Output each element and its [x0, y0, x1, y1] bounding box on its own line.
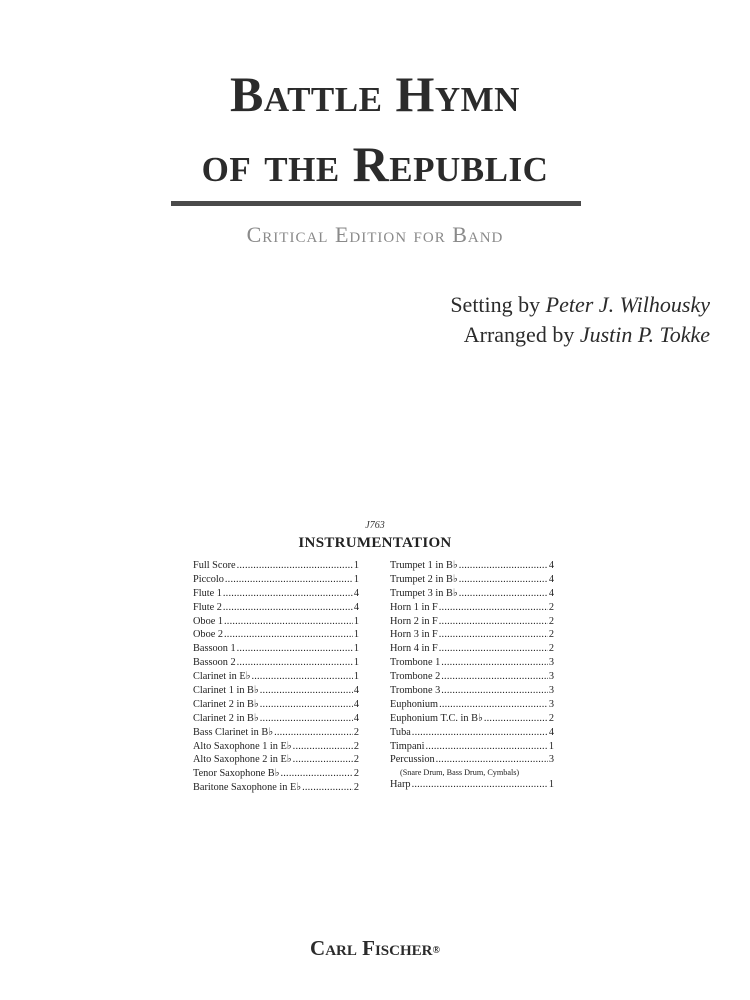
instrument-row: [390, 740, 554, 754]
dot-leader: [441, 684, 548, 698]
instrumentation-list-left: [193, 559, 359, 795]
part-count: 3: [548, 671, 554, 683]
dot-leader: [302, 781, 353, 795]
dot-leader: [436, 753, 548, 767]
instrument-name: Percussion: [390, 754, 435, 766]
instrument-row: [193, 753, 359, 767]
instrument-name: Tuba: [390, 726, 411, 738]
instrument-row: [390, 628, 554, 642]
instrument-name: Trumpet 3 in B♭: [390, 587, 458, 599]
part-count: 2: [353, 740, 359, 752]
part-count: 1: [353, 671, 359, 683]
dot-leader: [459, 587, 548, 601]
part-count: 3: [548, 698, 554, 710]
instrument-row: [390, 573, 554, 587]
instrument-row: [390, 684, 554, 698]
part-count: 2: [548, 643, 554, 655]
dot-leader: [274, 726, 353, 740]
instrument-name: Timpani: [390, 740, 425, 752]
instrument-name: Alto Saxophone 1 in E♭: [193, 740, 292, 752]
part-count: 1: [353, 560, 359, 571]
dot-leader: [412, 726, 548, 740]
part-count: 4: [353, 712, 359, 724]
instrument-row: [390, 753, 554, 767]
arranged-credit: [450, 320, 710, 350]
part-count: 4: [353, 685, 359, 697]
instrument-row: [390, 656, 554, 670]
instrument-row: [193, 573, 359, 587]
part-count: 3: [548, 754, 554, 766]
instrument-name: Bassoon 1: [193, 643, 236, 655]
dot-leader: [237, 642, 353, 656]
instrument-row: [193, 559, 359, 573]
setting-credit: [450, 290, 710, 320]
dot-leader: [260, 698, 353, 712]
dot-leader: [459, 573, 548, 587]
dot-leader: [225, 573, 353, 587]
title-line-1: Battle Hymn: [230, 66, 520, 122]
instrument-row: [193, 740, 359, 754]
instrument-row: [193, 712, 359, 726]
part-count: 2: [353, 782, 359, 794]
part-count: 3: [548, 685, 554, 697]
instrument-name: Clarinet 2 in B♭: [193, 698, 259, 710]
instrument-name: Trumpet 2 in B♭: [390, 573, 458, 585]
percussion-note: (Snare Drum, Bass Drum, Cymbals): [400, 768, 520, 778]
part-count: 4: [548, 726, 554, 738]
instrument-row: [390, 587, 554, 601]
registered-mark: ®: [432, 945, 440, 956]
part-count: 1: [353, 629, 359, 641]
part-count: 2: [353, 768, 359, 780]
part-count: 4: [548, 573, 554, 585]
instrument-name: Oboe 2: [193, 629, 224, 641]
instrument-name: Clarinet 2 in B♭: [193, 712, 259, 724]
part-count: 1: [353, 615, 359, 627]
dot-leader: [439, 615, 548, 629]
arranged-name: Justin P. Tokke: [579, 322, 710, 347]
part-count: 4: [548, 560, 554, 571]
instrument-name: Horn 1 in F: [390, 601, 438, 613]
instrument-row: [390, 601, 554, 615]
part-count: 2: [548, 615, 554, 627]
part-count: 4: [353, 601, 359, 613]
instrumentation-heading: INSTRUMENTATION: [298, 535, 452, 551]
instrument-row: [193, 684, 359, 698]
instrument-row: [193, 615, 359, 629]
instrument-name: Horn 3 in F: [390, 629, 438, 641]
instrument-row: [193, 601, 359, 615]
part-count: 2: [353, 754, 359, 766]
instrument-row: [193, 628, 359, 642]
part-count: 4: [353, 698, 359, 710]
instrument-name: Baritone Saxophone in E♭: [193, 782, 302, 794]
instrument-row: [193, 781, 359, 795]
dot-leader: [439, 601, 548, 615]
instrument-name: Harp: [390, 779, 411, 791]
dot-leader: [260, 712, 353, 726]
dot-leader: [224, 628, 353, 642]
part-count: 1: [548, 779, 554, 791]
dot-leader: [439, 698, 548, 712]
part-count: 2: [548, 712, 554, 724]
dot-leader: [224, 615, 353, 629]
instrument-name: Piccolo: [193, 573, 224, 585]
instrument-row: [390, 642, 554, 656]
part-count: 4: [548, 587, 554, 599]
dot-leader: [412, 778, 548, 792]
instrument-name: Clarinet 1 in B♭: [193, 685, 259, 697]
instrument-row: [193, 642, 359, 656]
dot-leader: [237, 656, 353, 670]
instrument-name: Horn 2 in F: [390, 615, 438, 627]
title-divider: [171, 201, 581, 206]
instrument-name: Horn 4 in F: [390, 643, 438, 655]
part-count: 1: [353, 573, 359, 585]
instrument-name: Euphonium: [390, 698, 439, 710]
title-line-2: of the Republic: [201, 136, 549, 192]
part-count: 2: [353, 726, 359, 738]
subtitle: Critical Edition for Band: [246, 222, 504, 247]
dot-leader: [441, 656, 548, 670]
dot-leader: [223, 601, 353, 615]
instrument-row: [193, 726, 359, 740]
instrument-name: Flute 1: [193, 587, 222, 599]
instrument-name: Trombone 1: [390, 657, 441, 669]
instrument-row: [390, 698, 554, 712]
publisher-logo: [0, 934, 750, 965]
part-count: 1: [353, 657, 359, 669]
part-count: 2: [548, 601, 554, 613]
instrument-name: Clarinet in E♭: [193, 671, 251, 683]
dot-leader: [281, 767, 353, 781]
instrument-row: [193, 587, 359, 601]
part-count: 3: [548, 657, 554, 669]
instrument-name: Bass Clarinet in B♭: [193, 726, 274, 738]
instrument-row: [390, 559, 554, 573]
instrument-name: Oboe 1: [193, 615, 224, 627]
dot-leader: [223, 587, 353, 601]
instrument-name: Trumpet 1 in B♭: [390, 560, 458, 571]
instrument-name: Euphonium T.C. in B♭: [390, 712, 483, 724]
instrument-row: [193, 767, 359, 781]
part-count: 1: [353, 643, 359, 655]
publisher-name: Carl Fischer: [310, 936, 433, 960]
dot-leader: [293, 753, 353, 767]
setting-name: Peter J. Wilhousky: [545, 292, 710, 317]
arranged-prefix: Arranged by: [463, 322, 580, 347]
instrument-row: [193, 670, 359, 684]
dot-leader: [439, 642, 548, 656]
instrument-row: [390, 726, 554, 740]
instrument-name: Trombone 2: [390, 671, 441, 683]
instrument-row: [193, 656, 359, 670]
dot-leader: [237, 559, 353, 573]
dot-leader: [293, 740, 353, 754]
instrument-row: [390, 712, 554, 726]
dot-leader: [251, 670, 352, 684]
instrument-name: Alto Saxophone 2 in E♭: [193, 754, 292, 766]
instrument-row: [390, 615, 554, 629]
instrument-row: [193, 698, 359, 712]
dot-leader: [260, 684, 353, 698]
dot-leader: [439, 628, 548, 642]
credits: [450, 290, 710, 350]
instrument-row: [390, 778, 554, 792]
instrument-name: Full Score: [193, 560, 236, 571]
dot-leader: [459, 559, 548, 573]
dot-leader: [426, 740, 548, 754]
part-count: 1: [548, 740, 554, 752]
instrument-name: Bassoon 2: [193, 657, 236, 669]
setting-prefix: Setting by: [450, 292, 546, 317]
catalog-number: J763: [365, 520, 385, 531]
instrumentation-list-right: [390, 559, 554, 792]
part-count: 2: [548, 629, 554, 641]
instrument-name: Tenor Saxophone B♭: [193, 768, 280, 780]
instrument-name: Flute 2: [193, 601, 222, 613]
part-count: 4: [353, 587, 359, 599]
dot-leader: [441, 670, 548, 684]
instrument-row: [390, 670, 554, 684]
instrument-name: Trombone 3: [390, 685, 441, 697]
dot-leader: [484, 712, 548, 726]
